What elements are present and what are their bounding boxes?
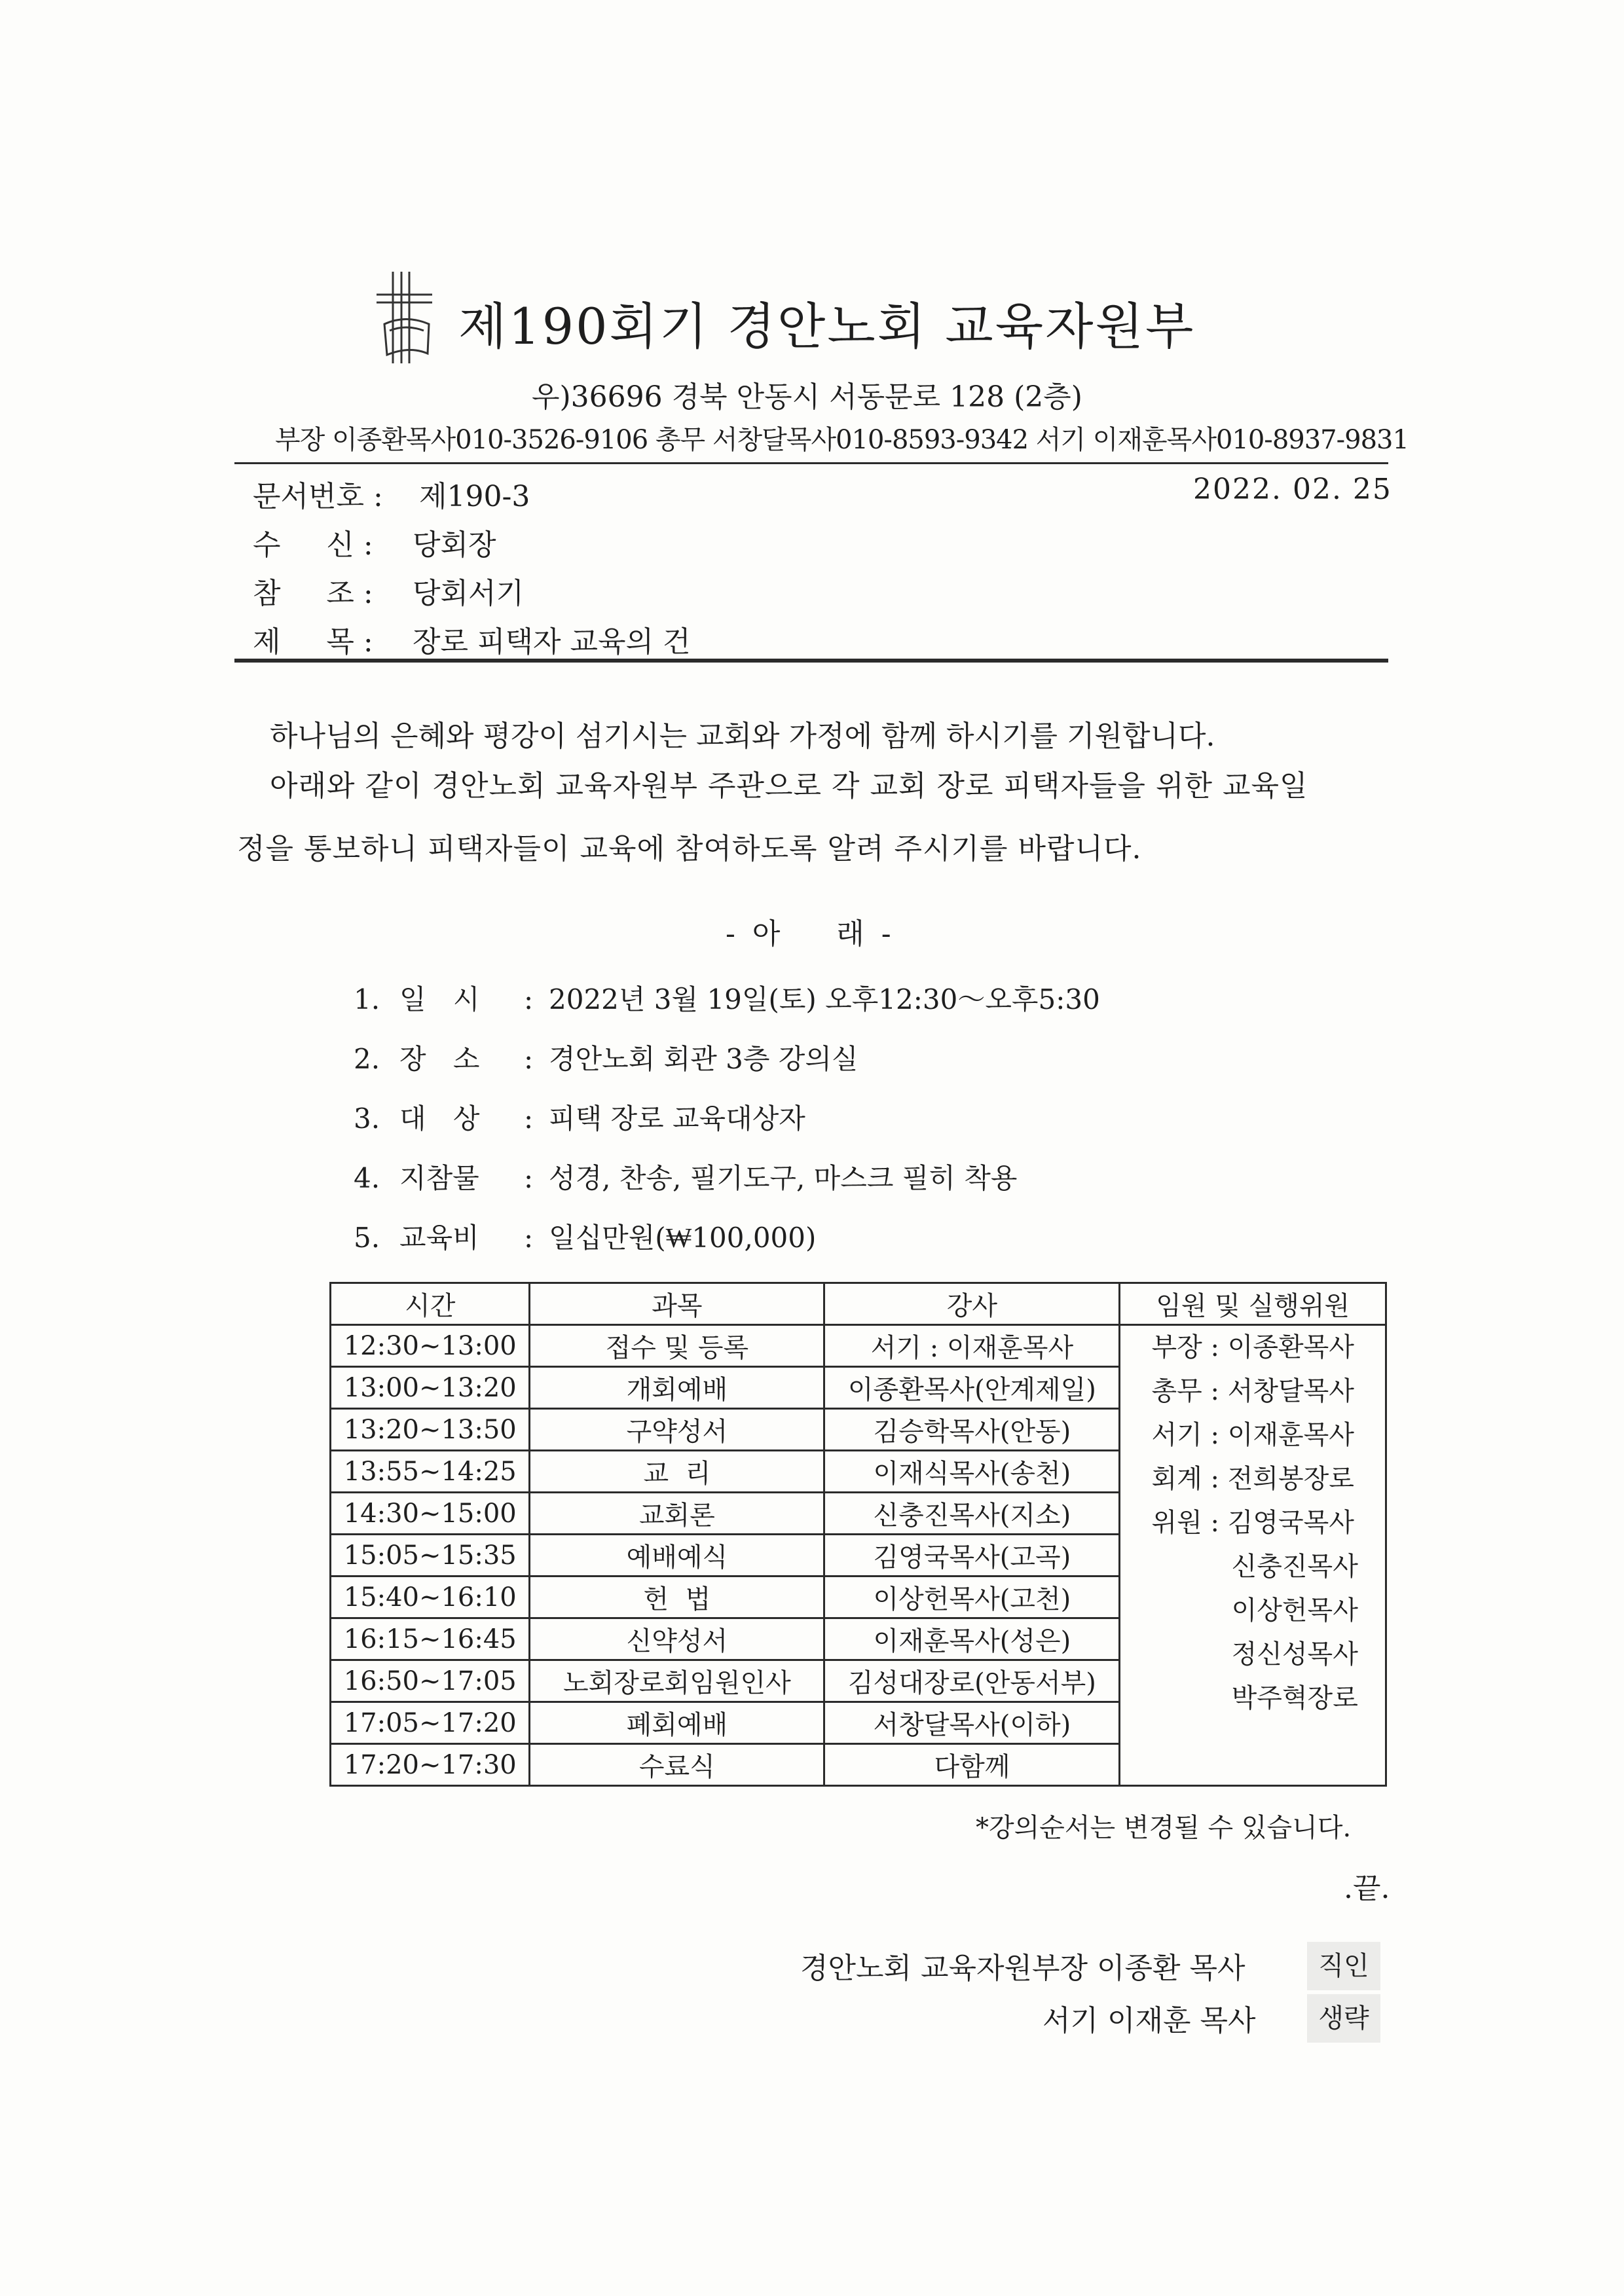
- cell-time: 13:55~14:25: [331, 1451, 530, 1493]
- info-item: [354, 1216, 816, 1256]
- item-number: 3.: [354, 1102, 380, 1135]
- cell-subject: 헌 법: [530, 1576, 824, 1618]
- cell-lecturer: 이재훈목사(성은): [824, 1618, 1120, 1660]
- recipient: 당회장: [413, 528, 496, 562]
- end-mark: .끝.: [1344, 1872, 1390, 1905]
- table-row: [331, 1325, 1386, 1367]
- cell-subject: 수료식: [530, 1744, 824, 1786]
- org-contacts: 부장 이종환목사010-3526-9106 총무 서창달목사010-8593-9342 서기 이재훈목사010-8937-9831: [275, 425, 1409, 455]
- cell-time: 16:15~16:45: [331, 1618, 530, 1660]
- item-colon: :: [524, 1222, 534, 1254]
- cell-time: 14:30~15:00: [331, 1493, 530, 1535]
- item-value: 피택 장로 교육대상자: [549, 1102, 805, 1135]
- doc-no-label: 문서번호 :: [253, 480, 383, 513]
- body-line-2: 아래와 같이 경안노회 교육자원부 주관으로 각 교회 장로 피택자들을 위한 교육일: [270, 769, 1308, 803]
- table-header-row: [331, 1283, 1386, 1325]
- staff-entry: 위원 : 김영국목사: [1151, 1508, 1354, 1538]
- seal-stamp: 생략: [1307, 1994, 1380, 2043]
- staff-list-cell: [1120, 1325, 1386, 1786]
- item-label: 장 소: [399, 1043, 489, 1075]
- cell-time: 17:20~17:30: [331, 1744, 530, 1786]
- staff-entry: 총무 : 서창달목사: [1151, 1376, 1354, 1406]
- cell-lecturer: 김승학목사(안동): [824, 1409, 1120, 1451]
- header-subject: 과목: [530, 1283, 824, 1325]
- cell-time: 16:50~17:05: [331, 1660, 530, 1702]
- signature-line-1: 경안노회 교육자원부장 이종환 목사: [800, 1952, 1246, 1985]
- item-value: 일십만원(₩100,000): [549, 1222, 817, 1254]
- doc-date: 2022. 02. 25: [1193, 473, 1392, 506]
- cell-subject: 폐회예배: [530, 1702, 824, 1744]
- cell-subject: 개회예배: [530, 1367, 824, 1409]
- body-line-3: 정을 통보하니 피택자들이 교육에 참여하도록 알려 주시기를 바랍니다.: [237, 832, 1142, 866]
- cell-time: 13:20~13:50: [331, 1409, 530, 1451]
- item-number: 5.: [354, 1222, 380, 1254]
- header-divider: [234, 462, 1388, 464]
- cell-subject: 노회장로회임원인사: [530, 1660, 824, 1702]
- cell-time: 13:00~13:20: [331, 1367, 530, 1409]
- header-staff: 임원 및 실행위원: [1120, 1283, 1386, 1325]
- cell-subject: 교회론: [530, 1493, 824, 1535]
- info-item: [354, 978, 1100, 1017]
- cell-time: 15:05~15:35: [331, 1535, 530, 1576]
- header-lecturer: 강사: [824, 1283, 1120, 1325]
- item-colon: :: [524, 1043, 534, 1075]
- cell-subject: 교 리: [530, 1451, 824, 1493]
- item-label: 대 상: [399, 1102, 489, 1135]
- cell-lecturer: 신충진목사(지소): [824, 1493, 1120, 1535]
- info-item: [354, 1157, 1017, 1196]
- subject-label: 제 목 :: [253, 625, 373, 659]
- item-label: 일 시: [399, 983, 489, 1015]
- staff-entry: 서기 : 이재훈목사: [1151, 1420, 1354, 1450]
- org-address: 우)36696 경북 안동시 서동문로 128 (2층): [532, 380, 1082, 414]
- cell-lecturer: 김영국목사(고곡): [824, 1535, 1120, 1576]
- cell-lecturer: 서창달목사(이하): [824, 1702, 1120, 1744]
- item-number: 1.: [354, 983, 380, 1015]
- cell-lecturer: 다함께: [824, 1744, 1120, 1786]
- signature-line-2: 서기 이재훈 목사: [1043, 2004, 1256, 2037]
- cell-time: 17:05~17:20: [331, 1702, 530, 1744]
- item-number: 4.: [354, 1162, 380, 1194]
- item-label: 교육비: [399, 1222, 479, 1254]
- reference: 당회서기: [413, 577, 525, 610]
- info-item: [354, 1097, 805, 1137]
- item-colon: :: [524, 983, 534, 1015]
- staff-entry: 박주혁장로: [1231, 1683, 1358, 1713]
- meta-divider: [234, 659, 1388, 663]
- org-title: 제190회기 경안노회 교육자원부: [458, 297, 1196, 355]
- staff-entry: 정신성목사: [1231, 1639, 1358, 1669]
- item-number: 2.: [354, 1043, 380, 1075]
- cross-logo-icon: [370, 268, 442, 367]
- cell-lecturer: 서기 : 이재훈목사: [824, 1325, 1120, 1367]
- cell-subject: 예배예식: [530, 1535, 824, 1576]
- cell-subject: 구약성서: [530, 1409, 824, 1451]
- item-value: 경안노회 회관 3층 강의실: [549, 1043, 858, 1075]
- item-value: 성경, 찬송, 필기도구, 마스크 필히 착용: [549, 1162, 1018, 1194]
- table-note: *강의순서는 변경될 수 있습니다.: [976, 1813, 1352, 1843]
- recipient-label: 수 신 :: [253, 528, 373, 562]
- reference-label: 참 조 :: [253, 577, 373, 610]
- cell-time: 12:30~13:00: [331, 1325, 530, 1367]
- cell-subject: 신약성서: [530, 1618, 824, 1660]
- cell-lecturer: 김성대장로(안동서부): [824, 1660, 1120, 1702]
- cell-subject: 접수 및 등록: [530, 1325, 824, 1367]
- item-value: 2022년 3월 19일(토) 오후12:30～오후5:30: [549, 983, 1100, 1015]
- notice-title: - 아 래 -: [726, 917, 895, 951]
- item-colon: :: [524, 1102, 534, 1135]
- cell-lecturer: 이종환목사(안계제일): [824, 1367, 1120, 1409]
- schedule-table: [329, 1282, 1387, 1787]
- cell-lecturer: 이상헌목사(고천): [824, 1576, 1120, 1618]
- staff-entry: 신충진목사: [1231, 1552, 1358, 1582]
- item-label: 지참물: [399, 1162, 479, 1194]
- doc-no: 제190-3: [419, 480, 530, 513]
- staff-entry: 회계 : 전희봉장로: [1151, 1464, 1354, 1494]
- greeting-paragraph: 하나님의 은혜와 평강이 섬기시는 교회와 가정에 함께 하시기를 기원합니다.: [270, 720, 1215, 753]
- cell-lecturer: 이재식목사(송천): [824, 1451, 1120, 1493]
- staff-entry: 이상헌목사: [1231, 1595, 1358, 1626]
- cell-time: 15:40~16:10: [331, 1576, 530, 1618]
- item-colon: :: [524, 1162, 534, 1194]
- seal-stamp: 직인: [1307, 1942, 1380, 1990]
- staff-entry: 부장 : 이종환목사: [1151, 1332, 1354, 1362]
- info-item: [354, 1038, 858, 1077]
- subject: 장로 피택자 교육의 건: [413, 625, 691, 659]
- header-time: 시간: [331, 1283, 530, 1325]
